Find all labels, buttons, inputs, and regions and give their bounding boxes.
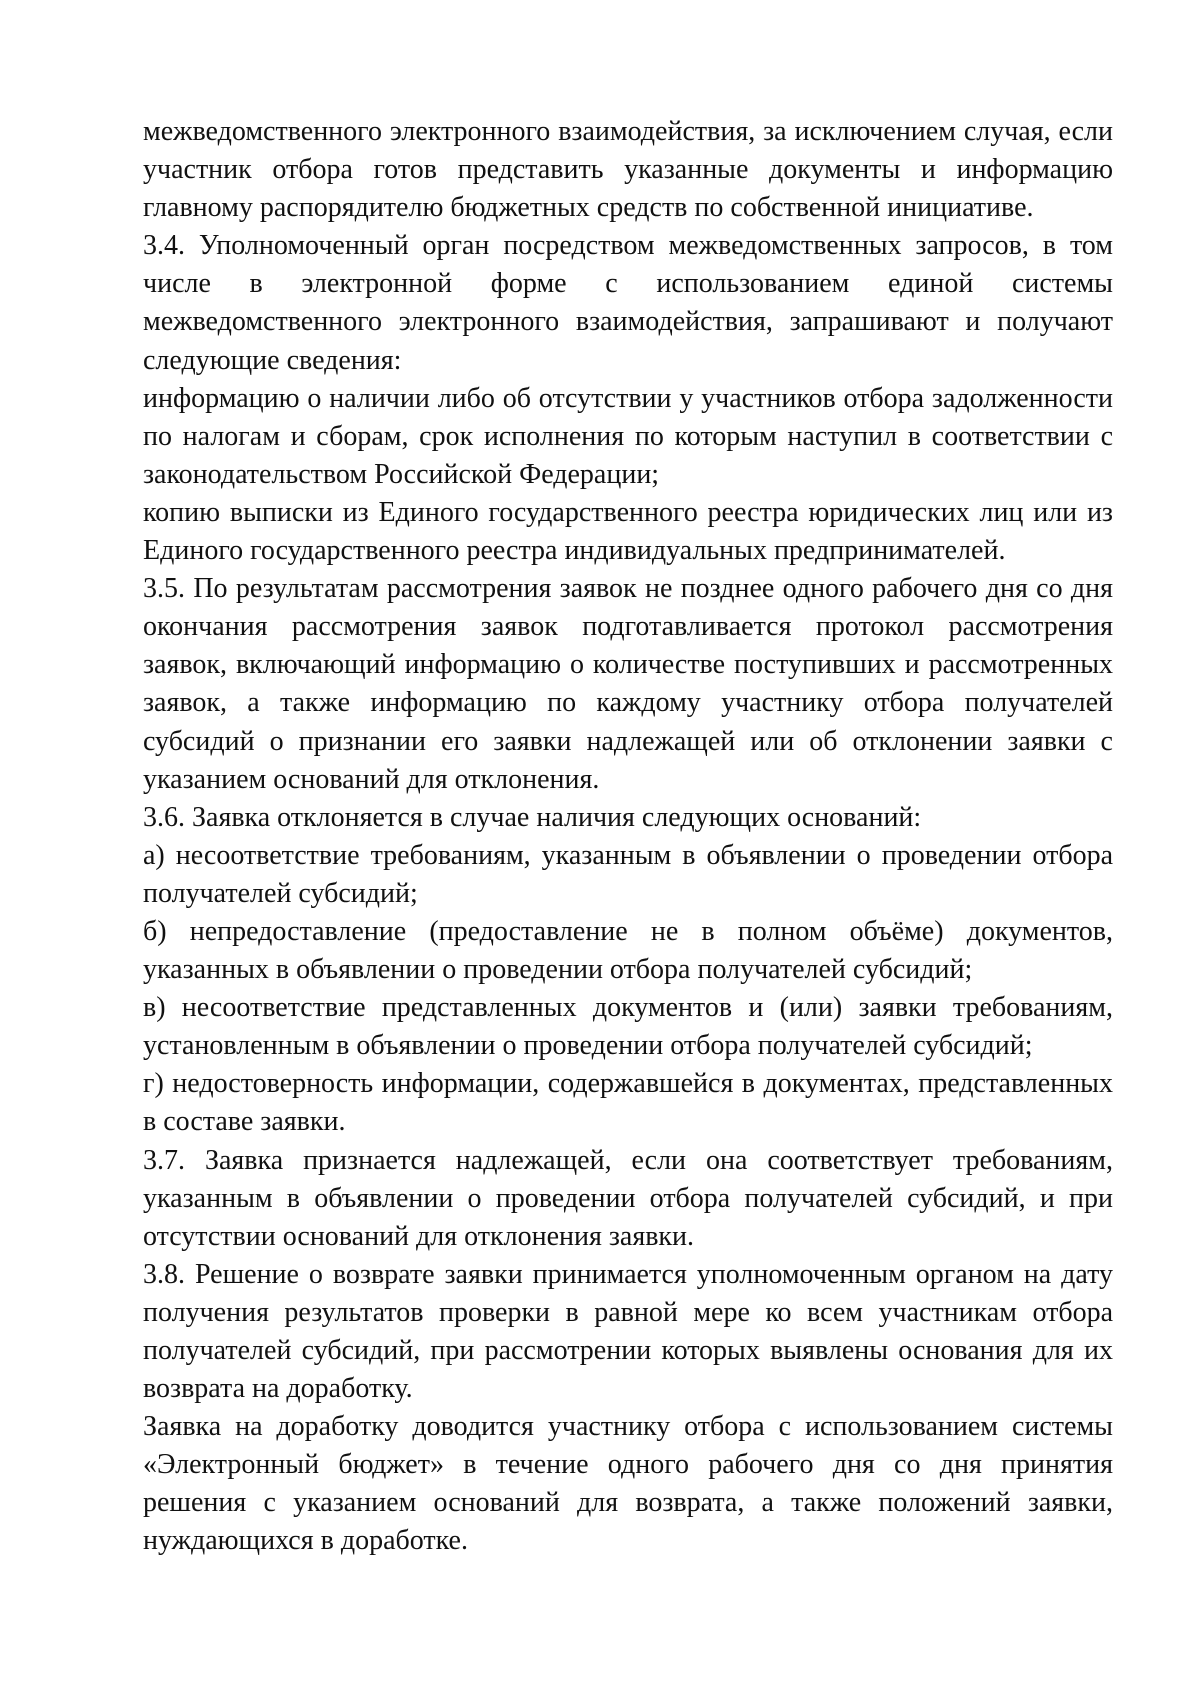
document-body xyxy=(143,113,1113,1561)
paragraph-3-6: 3.6. Заявка отклоняется в случае наличия следующих оснований: xyxy=(143,801,922,833)
list-item-g: г) недостоверность информации, содержавшейся в документах, представленных в составе заявки. xyxy=(143,1068,1113,1138)
list-item-a: а) несоответствие требованиям, указанным в объявлении о проведении отбора получателей субсидий; xyxy=(143,839,1113,909)
paragraph-tax-debt-info: информацию о наличии либо об отсутствии у участников отбора задолженности по налогам и сборам, срок исполнения по которым наступил в соответствии с законодательством Российской Федерации; xyxy=(143,382,1113,490)
list-item-v: в) несоответствие представленных документов и (или) заявки требованиям, установленным в объявлении о проведении отбора получателей субсидий; xyxy=(143,992,1113,1062)
paragraph-continuation: межведомственного электронного взаимодействия, за исключением случая, если участник отбора готов представить указанные документы и информацию главному распорядителю бюджетных средств по собственной инициативе. xyxy=(143,116,1113,224)
paragraph-3-7: 3.7. Заявка признается надлежащей, если она соответствует требованиям, указанным в объявлении о проведении отбора получателей субсидий, и при отсутствии оснований для отклонения заявки. xyxy=(143,1144,1113,1252)
list-item-b: б) непредоставление (предоставление не в полном объёме) документов, указанных в объявлении о проведении отбора получателей субсидий; xyxy=(143,915,1113,986)
paragraph-3-4: 3.4. Уполномоченный орган посредством межведомственных запросов, в том числе в электронной форме с использованием единой системы межведомственного электронного взаимодействия, запрашивают и получают следующие сведения: xyxy=(143,230,1113,376)
paragraph-3-5: 3.5. По результатам рассмотрения заявок не позднее одного рабочего дня со дня окончания рассмотрения заявок подготавливается протокол рассмотрения заявок, включающий информацию о количестве поступивших и рассмотренных заявок, а также информацию по каждому участнику отбора получателей субсидий о признании его заявки надлежащей или об отклонении заявки с указанием оснований для отклонения. xyxy=(143,573,1113,795)
paragraph-return-notice: Заявка на доработку доводится участнику отбора с использованием системы «Электронный бюджет» в течение одного рабочего дня со дня принятия решения с указанием оснований для возврата, а также положений заявки, нуждающихся в доработке. xyxy=(143,1411,1113,1557)
paragraph-3-8: 3.8. Решение о возврате заявки принимается уполномоченным органом на дату получения результатов проверки в равной мере ко всем участникам отбора получателей субсидий, при рассмотрении которых выявлены основания для их возврата на доработку. xyxy=(143,1258,1113,1405)
paragraph-registry-extract: копию выписки из Единого государственного реестра юридических лиц или из Единого государственного реестра индивидуальных предпринимателей. xyxy=(143,496,1113,567)
